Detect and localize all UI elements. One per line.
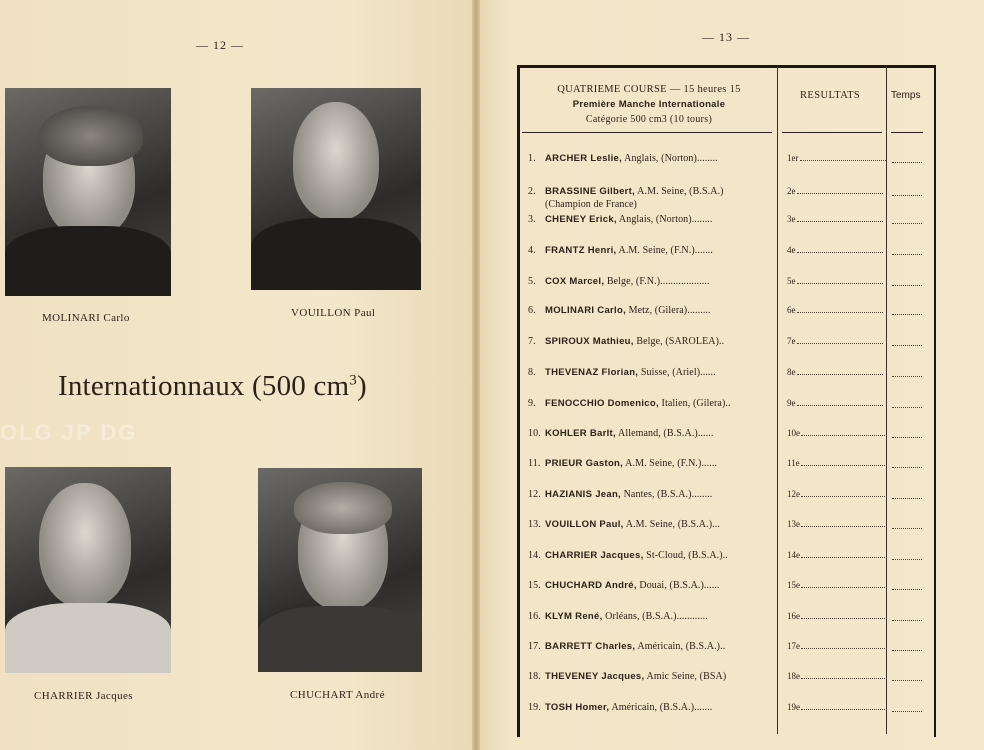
result-blank — [801, 557, 887, 558]
time-blank — [892, 528, 922, 529]
entry-row — [528, 336, 724, 347]
time-blank — [892, 498, 922, 499]
result-place — [787, 398, 883, 408]
rider-details: A.M. Seine, (F.N.)...... — [625, 458, 718, 469]
time-blank — [892, 711, 922, 712]
result-place — [787, 214, 883, 224]
result-place — [787, 367, 883, 377]
photo-caption-4: CHUCHART André — [290, 689, 385, 701]
result-place — [787, 186, 883, 196]
result-place — [787, 519, 887, 529]
place-label: 5e — [787, 276, 796, 286]
rider-details: Douai, (B.S.A.)...... — [639, 580, 720, 591]
rider-details: Anglais, (Norton)........ — [618, 214, 713, 225]
rider-details: A.M. Seine, (B.S.A.) — [637, 186, 724, 197]
result-place — [787, 580, 887, 590]
place-label: 12e — [787, 489, 800, 499]
result-blank — [801, 648, 887, 649]
entry-number: 15. — [528, 580, 541, 591]
entry-number: 17. — [528, 641, 541, 652]
rider-name: CHARRIER Jacques, — [545, 550, 644, 561]
entry-row — [528, 428, 713, 439]
entry-number: 6. — [528, 305, 536, 316]
result-blank — [797, 193, 883, 194]
time-blank — [892, 467, 922, 468]
entry-number: 16. — [528, 611, 541, 622]
rider-name: COX Marcel, — [545, 276, 605, 287]
rider-name: HAZIANIS Jean, — [545, 489, 621, 500]
result-blank — [797, 283, 883, 284]
result-blank — [801, 587, 887, 588]
entry-number: 7. — [528, 336, 536, 347]
col-divider-time — [886, 65, 887, 734]
entry-number: 2. — [528, 186, 536, 197]
rider-name: SPIROUX Mathieu, — [545, 336, 634, 347]
time-blank — [892, 285, 922, 286]
result-place — [787, 428, 887, 438]
place-label: 15e — [787, 580, 800, 590]
place-label: 1er — [787, 153, 799, 163]
rider-details: St-Cloud, (B.S.A.).. — [646, 550, 728, 561]
header-rule-results — [782, 132, 882, 133]
page-number-left: — 12 — — [196, 38, 244, 52]
place-label: 3e — [787, 214, 796, 224]
place-label: 7e — [787, 336, 796, 346]
photo-molinari — [5, 88, 171, 296]
column-header-time: Temps — [891, 90, 921, 101]
result-place — [787, 458, 887, 468]
result-place — [787, 245, 883, 255]
rider-name: TOSH Homer, — [545, 702, 610, 713]
rider-note: (Champion de France) — [545, 199, 637, 210]
time-blank — [892, 162, 922, 163]
time-blank — [892, 254, 922, 255]
entry-number: 10. — [528, 428, 541, 439]
rider-details: Suisse, (Ariel)...... — [640, 367, 716, 378]
time-blank — [892, 650, 922, 651]
entry-row — [528, 214, 713, 225]
rider-details: Orléans, (B.S.A.)............ — [605, 611, 708, 622]
race-category: Catégorie 500 cm3 (10 tours) — [585, 114, 713, 125]
entry-row — [528, 550, 728, 561]
result-place — [787, 305, 883, 315]
rider-name: MOLINARI Carlo, — [545, 305, 627, 316]
entry-number: 14. — [528, 550, 541, 561]
entry-number: 19. — [528, 702, 541, 713]
rider-details: Belge, (SAROLEA).. — [636, 336, 725, 347]
entry-row — [528, 611, 708, 622]
rider-name: KOHLER Barlt, — [545, 428, 616, 439]
rider-name: BRASSINE Gilbert, — [545, 186, 636, 197]
photo-caption-2: VOUILLON Paul — [291, 307, 376, 319]
entry-number: 4. — [528, 245, 536, 256]
place-label: 13e — [787, 519, 800, 529]
place-label: 17e — [787, 641, 800, 651]
entry-number: 18. — [528, 671, 541, 682]
rider-details: Belge, (F.N.)................... — [606, 276, 710, 287]
col-divider-results — [777, 65, 778, 734]
result-blank — [797, 221, 883, 222]
rider-name: CHUCHARD André, — [545, 580, 637, 591]
header-rule — [522, 132, 772, 133]
result-blank — [801, 526, 887, 527]
result-blank — [801, 435, 887, 436]
time-blank — [892, 345, 922, 346]
result-blank — [801, 678, 887, 679]
section-heading: Internationnaux (500 $cm^3$) — [58, 370, 367, 402]
result-blank — [801, 496, 887, 497]
rider-details: Anglais, (Norton)........ — [624, 153, 718, 164]
time-blank — [892, 223, 922, 224]
time-blank — [892, 620, 922, 621]
result-place — [787, 671, 887, 681]
rider-details: A.M. Seine, (F.N.)....... — [618, 245, 713, 256]
result-place — [787, 641, 887, 651]
result-blank — [801, 709, 887, 710]
entry-row — [528, 489, 712, 500]
time-blank — [892, 314, 922, 315]
result-place — [787, 550, 887, 560]
entry-row — [528, 580, 720, 591]
result-place — [787, 611, 887, 621]
entry-row — [528, 305, 711, 316]
result-blank — [797, 343, 883, 344]
result-blank — [800, 160, 886, 161]
rider-name: CHENEY Erick, — [545, 214, 617, 225]
place-label: 11e — [787, 458, 800, 468]
time-blank — [892, 437, 922, 438]
result-place — [787, 276, 883, 286]
photo-caption-1: MOLINARI Carlo — [42, 312, 130, 324]
place-label: 9e — [787, 398, 796, 408]
entry-number: 11. — [528, 458, 541, 469]
entry-number: 3. — [528, 214, 536, 225]
rider-name: ARCHER Leslie, — [545, 153, 623, 164]
place-label: 4e — [787, 245, 796, 255]
entry-row — [528, 245, 713, 256]
result-blank — [797, 374, 883, 375]
photo-caption-3: CHARRIER Jacques — [34, 690, 133, 702]
header-rule-time — [891, 132, 923, 133]
result-place — [787, 336, 883, 346]
entry-row — [528, 671, 726, 682]
entry-row — [528, 153, 718, 164]
photo-chuchart — [258, 468, 422, 672]
entry-row — [528, 398, 731, 409]
entry-number: 13. — [528, 519, 541, 530]
entry-row — [528, 276, 710, 287]
entry-number: 12. — [528, 489, 541, 500]
result-place — [787, 702, 887, 712]
rider-name: THEVENAZ Florian, — [545, 367, 639, 378]
time-blank — [892, 195, 922, 196]
photo-charrier — [5, 467, 171, 673]
entry-row — [528, 519, 720, 530]
column-header-results: RESULTATS — [800, 90, 861, 101]
result-blank — [801, 465, 887, 466]
rider-details: Amic Seine, (BSA) — [646, 671, 727, 682]
rider-name: KLYM René, — [545, 611, 603, 622]
watermark: OLG JP DG — [0, 420, 138, 445]
entry-row — [528, 641, 725, 652]
rider-name: FENOCCHIO Domenico, — [545, 398, 659, 409]
rider-details: Allemand, (B.S.A.)...... — [618, 428, 714, 439]
place-label: 10e — [787, 428, 800, 438]
page-number-right: — 13 — — [702, 30, 750, 44]
photo-vouillon — [251, 88, 421, 290]
result-place — [787, 489, 887, 499]
time-blank — [892, 680, 922, 681]
time-blank — [892, 589, 922, 590]
place-label: 8e — [787, 367, 796, 377]
book-gutter — [472, 0, 480, 750]
entry-number: 5. — [528, 276, 536, 287]
race-subtitle: Première Manche Internationale — [572, 99, 726, 110]
place-label: 18e — [787, 671, 800, 681]
rider-details: Metz, (Gilera)......... — [628, 305, 711, 316]
result-blank — [797, 405, 883, 406]
entry-number: 1. — [528, 153, 536, 164]
rider-details: A.M. Seine, (B.S.A.)... — [625, 519, 720, 530]
rider-name: THEVENEY Jacques, — [545, 671, 645, 682]
result-blank — [797, 312, 883, 313]
result-place — [787, 153, 886, 163]
rider-name: PRIEUR Gaston, — [545, 458, 624, 469]
place-label: 2e — [787, 186, 796, 196]
entry-row — [528, 186, 724, 210]
place-label: 19e — [787, 702, 800, 712]
place-label: 14e — [787, 550, 800, 560]
time-blank — [892, 376, 922, 377]
rider-name: VOUILLON Paul, — [545, 519, 624, 530]
rider-details: Nantes, (B.S.A.)........ — [623, 489, 713, 500]
place-label: 6e — [787, 305, 796, 315]
result-blank — [797, 252, 883, 253]
entry-row — [528, 458, 717, 469]
place-label: 16e — [787, 611, 800, 621]
rider-details: Américain, (B.S.A.)....... — [611, 702, 713, 713]
entry-row — [528, 702, 712, 713]
rider-name: FRANTZ Henri, — [545, 245, 617, 256]
result-blank — [801, 618, 887, 619]
rider-name: BARRETT Charles, — [545, 641, 636, 652]
time-blank — [892, 407, 922, 408]
entry-row — [528, 367, 716, 378]
time-blank — [892, 559, 922, 560]
entry-number: 8. — [528, 367, 536, 378]
rider-details: Italien, (Gilera).. — [661, 398, 731, 409]
rider-details: Américain, (B.S.A.).. — [637, 641, 726, 652]
entry-number: 9. — [528, 398, 536, 409]
race-title: QUATRIEME COURSE — 15 heures 15 — [557, 84, 741, 95]
